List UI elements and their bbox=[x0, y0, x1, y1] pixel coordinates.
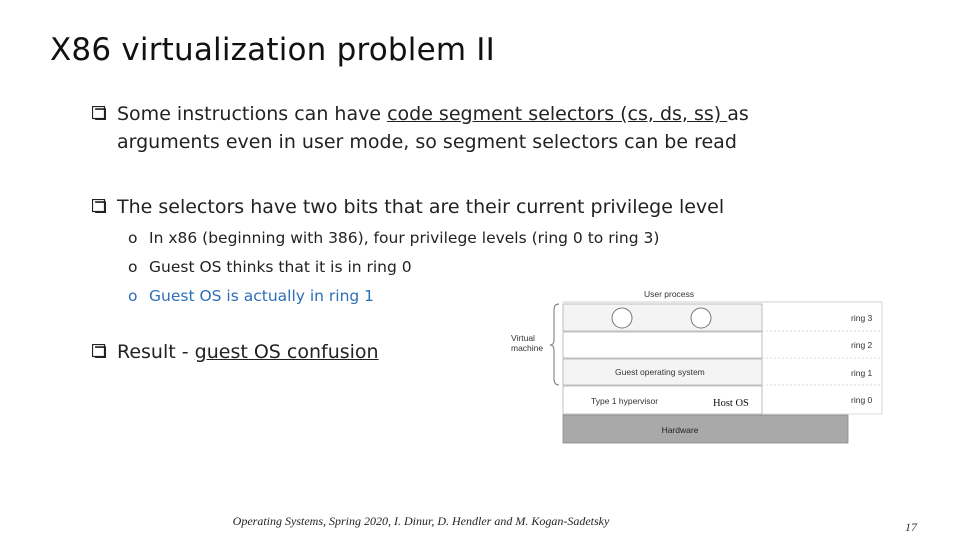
bullet-text-part: as bbox=[727, 103, 749, 125]
sub-bullet bbox=[128, 257, 412, 277]
circle-bullet-icon: o bbox=[128, 287, 138, 305]
bullet-segment-selectors bbox=[92, 100, 792, 156]
sub-bullet bbox=[128, 228, 659, 248]
checkbox-square-icon bbox=[92, 199, 106, 213]
underlined-term: guest OS confusion bbox=[194, 341, 379, 363]
bullet-text bbox=[117, 338, 379, 366]
host-os-label: Host OS bbox=[713, 398, 749, 409]
user-process-label: User process bbox=[643, 289, 695, 299]
virtual-machine-bracket bbox=[550, 304, 559, 385]
bullet-privilege-bits bbox=[92, 193, 792, 221]
slide-title: X86 virtualization problem II bbox=[50, 32, 495, 68]
ring-label: ring 2 bbox=[851, 340, 873, 350]
page-number: 17 bbox=[905, 520, 917, 534]
sub-bullet-text: Guest OS is actually in ring 1 bbox=[149, 287, 375, 305]
bullet-text bbox=[117, 100, 792, 156]
virtual-machine-label: Virtual machine bbox=[511, 333, 544, 353]
sub-bullet bbox=[128, 286, 374, 306]
ring-label: ring 1 bbox=[851, 368, 873, 378]
virtualization-rings-diagram bbox=[505, 284, 885, 449]
hypervisor-label: Type 1 hypervisor bbox=[591, 396, 659, 406]
underlined-term: code segment selectors (cs, ds, ss) bbox=[387, 103, 728, 125]
checkbox-square-icon bbox=[92, 344, 106, 358]
circle-bullet-icon: o bbox=[128, 258, 138, 276]
ring-label: ring 3 bbox=[851, 313, 873, 323]
checkbox-square-icon bbox=[92, 106, 106, 120]
guest-os-label: Guest operating system bbox=[615, 367, 705, 377]
bullet-text-part: Some instructions can have bbox=[117, 103, 388, 125]
bullet-text-line2: arguments even in user mode, so segment selectors can be read bbox=[117, 131, 737, 153]
ring2-row bbox=[563, 332, 762, 358]
bullet-result bbox=[92, 338, 379, 366]
ring-label: ring 0 bbox=[851, 395, 873, 405]
user-process-row bbox=[563, 304, 762, 331]
bullet-text-part: Result - bbox=[117, 341, 195, 363]
sub-bullet-text: Guest OS thinks that it is in ring 0 bbox=[149, 258, 412, 276]
hardware-row bbox=[563, 415, 848, 443]
circle-bullet-icon: o bbox=[128, 229, 138, 247]
hardware-label: Hardware bbox=[661, 425, 699, 435]
bullet-text: The selectors have two bits that are their current privilege level bbox=[117, 196, 725, 218]
process-circle-icon bbox=[691, 308, 711, 328]
sub-bullet-text: In x86 (beginning with 386), four privilege levels (ring 0 to ring 3) bbox=[149, 229, 660, 247]
process-circle-icon bbox=[612, 308, 632, 328]
footer-citation: Operating Systems, Spring 2020, I. Dinur, D. Hendler and M. Kogan-Sadetsky bbox=[232, 514, 610, 528]
